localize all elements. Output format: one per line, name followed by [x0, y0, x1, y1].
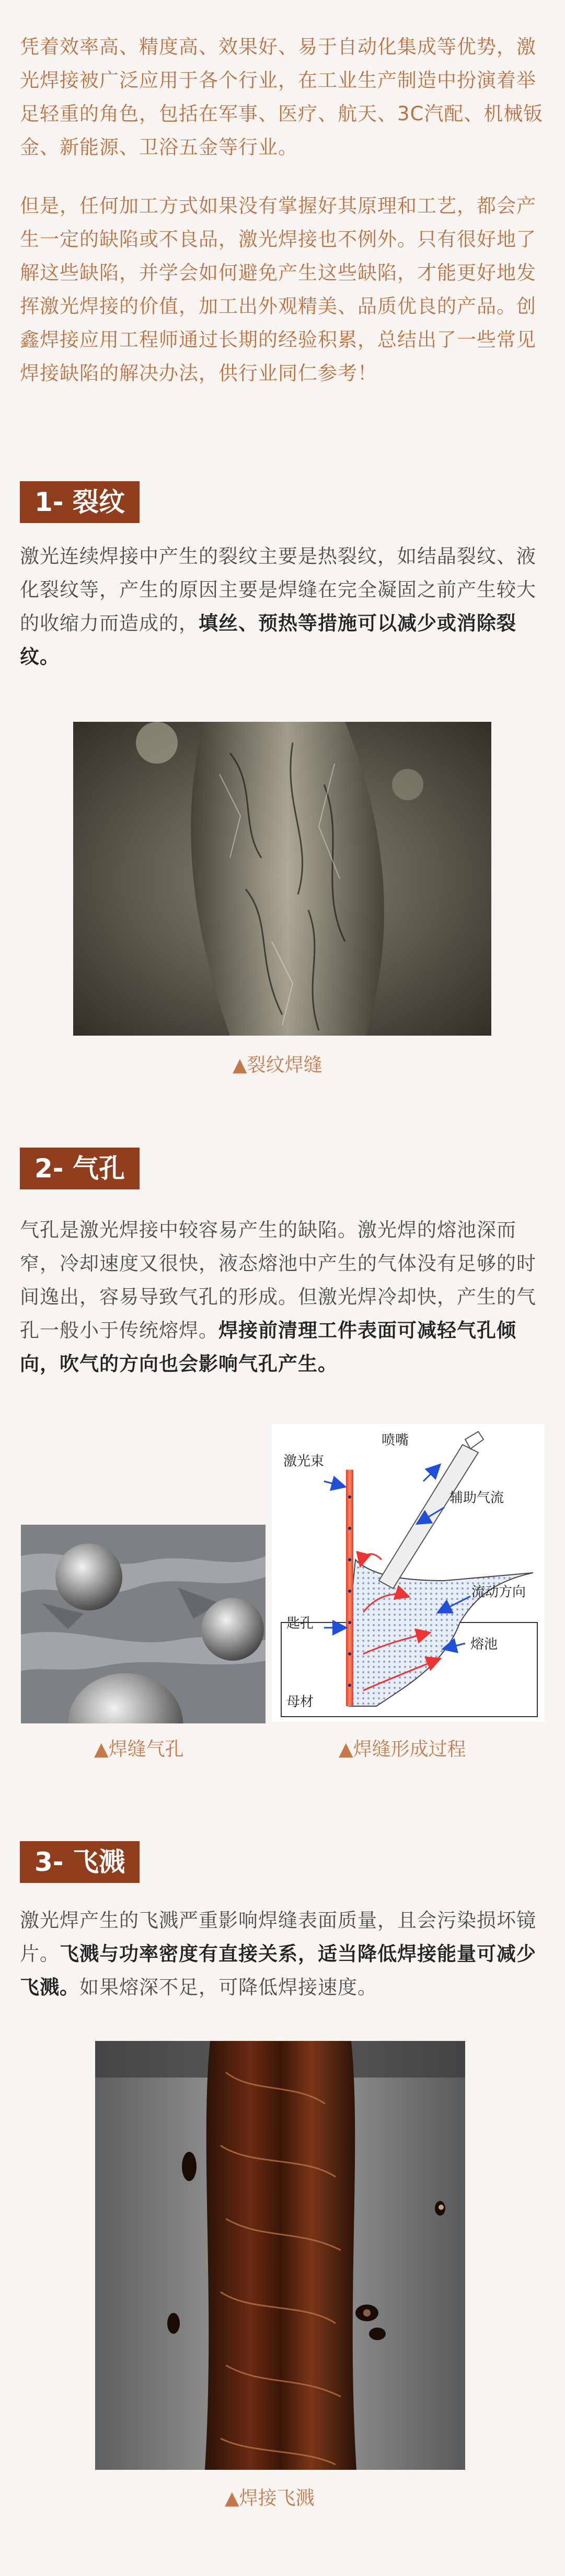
- spatter-text: 激光焊产生的飞溅严重影响焊缝表面质量，且会污染损坏镜片。: [20, 1909, 536, 1965]
- weld-formation-diagram: [272, 1424, 545, 1722]
- diagram-label-laser-beam: 激光束: [283, 1454, 325, 1469]
- crack-text: 激光连续焊接中产生的裂纹主要是热裂纹，如结晶裂纹、液化裂纹等，产生的原因主要是焊缝在完全凝固之前产生较大的收缩力而造成的，: [20, 545, 536, 634]
- porosity-photo: [21, 1525, 266, 1723]
- formation-caption: ▲焊缝形成过程: [339, 1739, 466, 1760]
- diagram-label-keyhole: 匙孔: [286, 1616, 314, 1631]
- diagram-label-assist-gas: 辅助气流: [449, 1490, 504, 1506]
- section-heading-porosity: 2- 气孔: [20, 1148, 140, 1189]
- diagram-label-nozzle: 喷嘴: [382, 1433, 409, 1448]
- porosity-caption: ▲焊缝气孔: [94, 1739, 184, 1760]
- diagram-label-flow-direction: 流动方向: [471, 1584, 526, 1600]
- porosity-text: 气孔是激光焊接中较容易产生的缺陷。激光焊的熔池深而窄，冷却速度又很快，液态熔池中产生的气体没有足够的时间逸出，容易导致气孔的形成。但激光焊冷却快，产生的气孔一般小于传统熔焊。: [20, 1219, 536, 1342]
- spatter-paragraph: [20, 1904, 545, 2004]
- intro-paragraph-1: 凭着效率高、精度高、效果好、易于自动化集成等优势，激光焊接被广泛应用于各个行业，在工业生产制造中扮演着举足轻重的角色，包括在军事、医疗、航天、3C汽配、机械钣金、新能源、卫浴五金等行业。: [20, 36, 544, 158]
- spatter-photo: [95, 2041, 465, 2470]
- spatter-text-2: 如果熔深不足，可降低焊接速度。: [79, 1976, 377, 1999]
- crack-bold-text: 填丝、预热等措施可以减少或消除裂纹。: [20, 612, 516, 668]
- spatter-bold-text: 飞溅与功率密度有直接关系，适当降低焊接能量可减少飞溅。: [20, 1943, 536, 1999]
- crack-weld-photo: [73, 722, 491, 1036]
- crack-paragraph: [20, 540, 545, 674]
- diagram-label-base-metal: 母材: [286, 1694, 314, 1710]
- diagram-label-melt-pool: 熔池: [470, 1637, 498, 1652]
- spatter-caption: ▲焊接飞溅: [225, 2488, 315, 2509]
- porosity-paragraph: [20, 1213, 545, 1381]
- section-heading-spatter: 3- 飞溅: [20, 1841, 140, 1883]
- intro-paragraph-2: 但是，任何加工方式如果没有掌握好其原理和工艺，都会产生一定的缺陷或不良品，激光焊接也不例外。只有很好地了解这些缺陷，并学会如何避免产生这些缺陷，才能更好地发挥激光焊接的价值，加工出外观精美、品质优良的产品。创鑫焊接应用工程师通过长期的经验积累，总结出了一些常见焊接缺陷的解决办法，供行业同仁参考！: [20, 195, 536, 384]
- crack-caption: ▲裂纹焊缝: [233, 1054, 322, 1076]
- section-heading-crack: 1- 裂纹: [20, 481, 140, 523]
- porosity-bold-text: 焊接前清理工件表面可减轻气孔倾向，吹气的方向也会影响气孔产生。: [20, 1319, 516, 1375]
